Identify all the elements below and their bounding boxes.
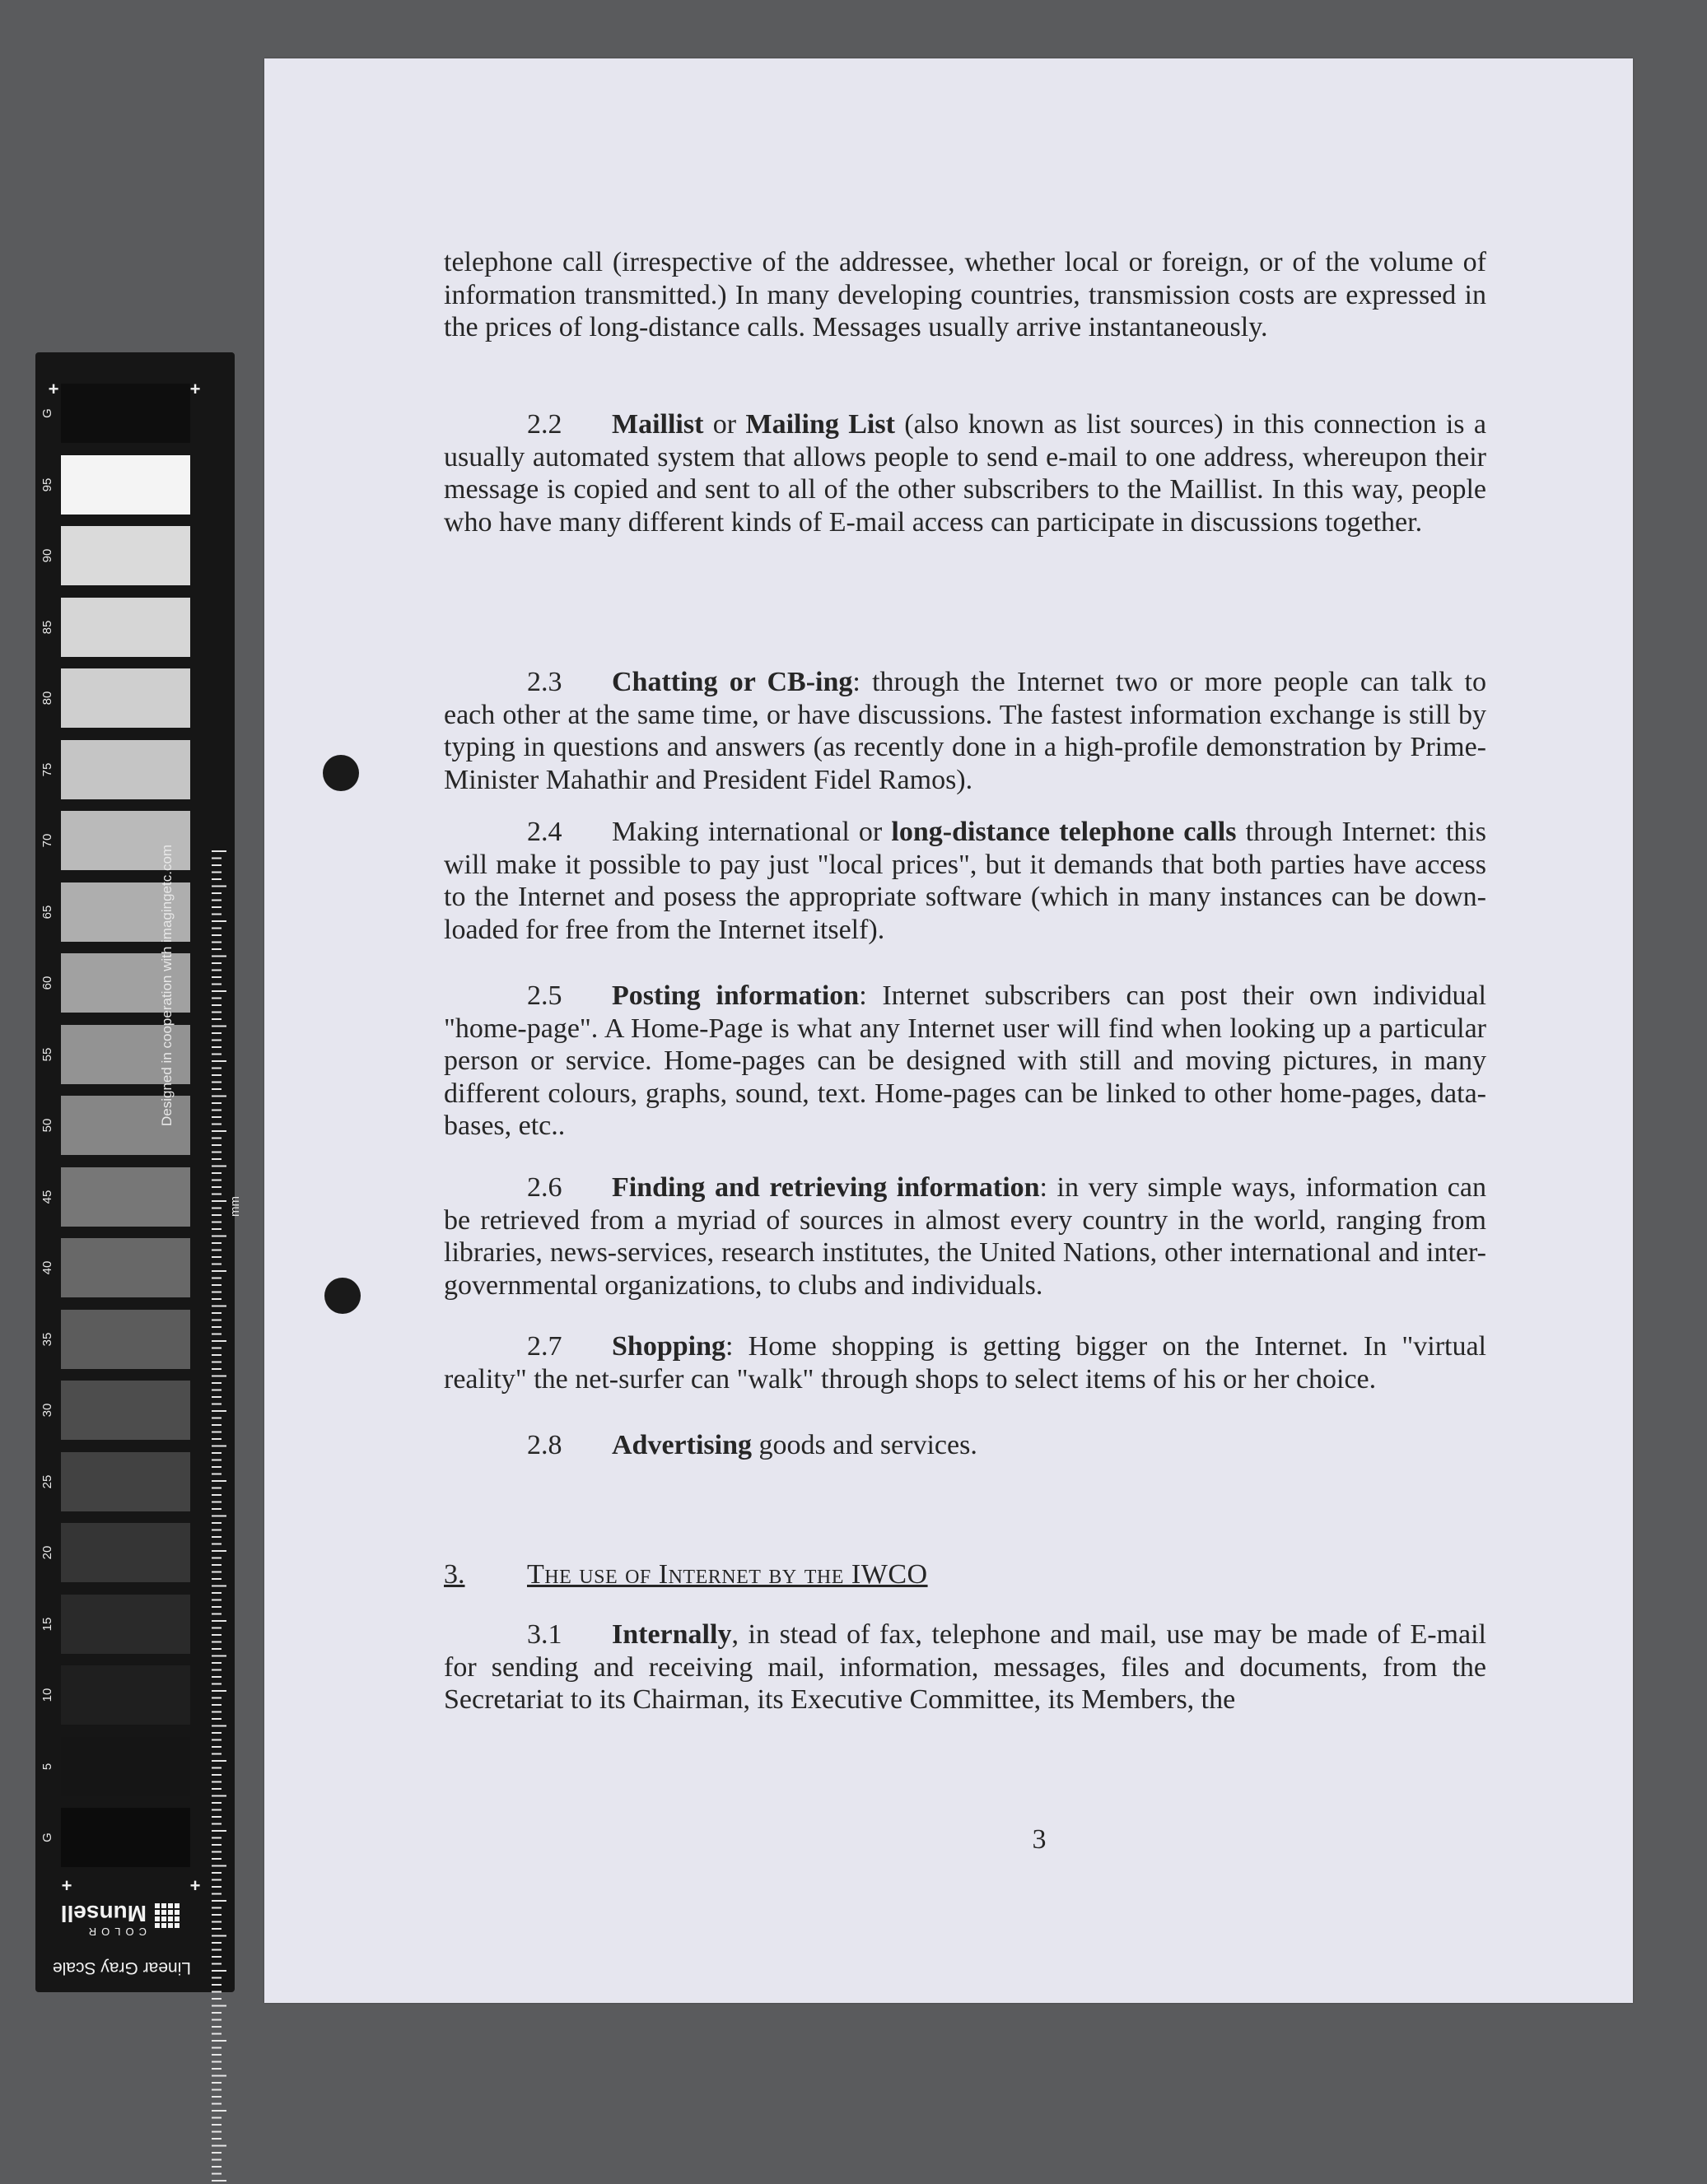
gray-patch	[61, 1595, 190, 1654]
paragraph-heading: long-distance telephone calls	[891, 817, 1237, 847]
registration-mark: +	[189, 379, 201, 399]
paragraph-heading: Posting information	[612, 980, 860, 1011]
intro-paragraph: telephone call (irrespective of the addressee, whether local or foreign, or of the volume of information transmitted.) In many developing countries, transmission costs are expressed in the prices of long-distance calls. Messages usually arrive instantaneously.	[444, 247, 1486, 342]
patch-number: 65	[40, 905, 54, 919]
patch-number: 55	[40, 1047, 54, 1061]
patch-number: 10	[40, 1688, 54, 1702]
paragraph-number: 2.2	[527, 409, 562, 440]
patch-number: 45	[40, 1190, 54, 1204]
paragraph-number: 2.5	[527, 980, 562, 1011]
patch-number: 40	[40, 1260, 54, 1275]
gray-patch	[61, 1808, 190, 1867]
gray-patch	[61, 384, 190, 443]
scale-name: Linear Gray Scale	[52, 1958, 191, 1977]
patch-number: 60	[40, 976, 54, 990]
gray-patch	[61, 1381, 190, 1440]
document-page	[264, 58, 1633, 2003]
gray-patch	[61, 1310, 190, 1369]
section-title: The use of Internet by the IWCO	[527, 1559, 928, 1590]
registration-mark: +	[189, 1875, 201, 1896]
punch-hole	[323, 755, 359, 791]
patch-number: 35	[40, 1332, 54, 1346]
brand-name: Munsell	[60, 1901, 147, 1926]
paragraph-heading: Finding and retrieving information	[612, 1172, 1040, 1203]
paragraph-2-6: 2.6 Finding and retrieving information: in very simple ways, information can be retrieved from a myriad of sources in almost every country in the world, ranging from libraries, news-services, research institutes, the United Nations, other international and inter-governmental organizations, to clubs and individuals.	[444, 1172, 1486, 1301]
gray-patch	[61, 598, 190, 657]
mm-label: mm	[228, 1196, 242, 1217]
paragraph-2-2: 2.2 Maillist or Mailing List (also known as list sources) in this connection is a usually automated system that allows people to send e-mail to one address, whereupon their message is copied and sent to all of the other subscribers to the Maillist. In this way, people who have many different kinds of E-mail access can participate in discussions together.	[444, 409, 1486, 538]
gray-patch	[61, 668, 190, 728]
patch-number: 50	[40, 1118, 54, 1133]
mm-ruler	[212, 850, 226, 2184]
gray-patch	[61, 740, 190, 799]
gray-patch	[61, 1665, 190, 1725]
paragraph-2-5: 2.5 Posting information: Internet subscribers can post their own individual "home-page". A Home-Page is what any Internet user will find when looking up a particular person or service. Home-pages can be designed with still and moving pictures, in many different colours, graphs, sound, text. Home-pages can be linked to other home-pages, data-bases, etc..	[444, 980, 1486, 1141]
paragraph-number: 2.6	[527, 1172, 562, 1203]
term-maillist: Maillist	[612, 409, 704, 440]
munsell-brand	[40, 1893, 196, 1984]
registration-mark: +	[48, 379, 59, 399]
paragraph-number: 3.1	[527, 1619, 562, 1650]
gray-patch	[61, 1523, 190, 1582]
section-number: 3.	[444, 1559, 465, 1590]
patch-number: G	[40, 1832, 54, 1842]
section-3-heading	[444, 1558, 1486, 1591]
gray-patch	[61, 1167, 190, 1227]
paragraph-heading: Internally	[612, 1619, 732, 1650]
patch-number: 85	[40, 620, 54, 634]
paragraph-heading: Shopping	[612, 1331, 725, 1362]
term-mailing-list: Mailing List	[745, 409, 895, 440]
gray-patch	[61, 526, 190, 585]
paragraph-number: 2.3	[527, 667, 562, 697]
paragraph-heading: Advertising	[612, 1430, 752, 1460]
paragraph-2-3: 2.3 Chatting or CB-ing: through the Internet two or more people can talk to each other at the same time, or have discussions. The fastest information exchange is still by typing in questions and answers (as recently done in a high-profile demonstration by Prime-Minister Mahathir and President Fidel Ramos).	[444, 667, 1486, 795]
punch-hole	[324, 1278, 361, 1314]
gray-scale-target: + + + + G 95 90 85 80 75 70 65 60 55 50 45 40 35 30 25 20 15 10 5 G Designed in cooperation with imagingetc.com mm Linear Gray Scale COLOR Munsell	[35, 352, 235, 1992]
patch-number: 80	[40, 691, 54, 705]
patch-number: 70	[40, 833, 54, 848]
page-number: 3	[1032, 1824, 1047, 1855]
munsell-logo-icon	[155, 1903, 181, 1930]
paragraph-2-4: 2.4 Making international or long-distance telephone calls through Internet: this will make it possible to pay just "local prices", but it demands that both parties have access to the Internet and posess the appropriate software (which in many instances can be down-loaded for free from the Internet itself).	[444, 817, 1486, 945]
patch-number: 90	[40, 548, 54, 563]
paragraph-2-8: 2.8 Advertising goods and services.	[527, 1430, 977, 1460]
patch-number: 5	[40, 1763, 54, 1770]
gray-patch	[61, 1238, 190, 1297]
patch-number: 95	[40, 477, 54, 491]
paragraph-2-7: 2.7 Shopping: Home shopping is getting bigger on the Internet. In "virtual reality" the net-surfer can "walk" through shops to select items of his or her choice.	[444, 1331, 1486, 1395]
paragraph-3-1: 3.1 Internally, in stead of fax, telephone and mail, use may be made of E-mail for sending and receiving mail, information, messages, files and documents, from the Secretariat to its Chairman, its Executive Committee, its Members, the	[444, 1619, 1486, 1715]
gray-patch	[61, 1737, 190, 1796]
gray-patch	[61, 1452, 190, 1511]
registration-mark: +	[61, 1875, 72, 1896]
patch-number: 15	[40, 1617, 54, 1631]
paragraph-heading: Chatting or CB-ing	[612, 667, 853, 697]
gray-patch	[61, 455, 190, 515]
paragraph-number: 2.8	[527, 1430, 562, 1460]
patch-number: 30	[40, 1403, 54, 1418]
paragraph-number: 2.7	[527, 1331, 562, 1362]
patch-number: 20	[40, 1545, 54, 1560]
patch-number: G	[40, 408, 54, 418]
patch-number: 25	[40, 1474, 54, 1488]
brand-color: COLOR	[83, 1926, 147, 1938]
patch-number: 75	[40, 762, 54, 776]
paragraph-number: 2.4	[527, 817, 562, 847]
